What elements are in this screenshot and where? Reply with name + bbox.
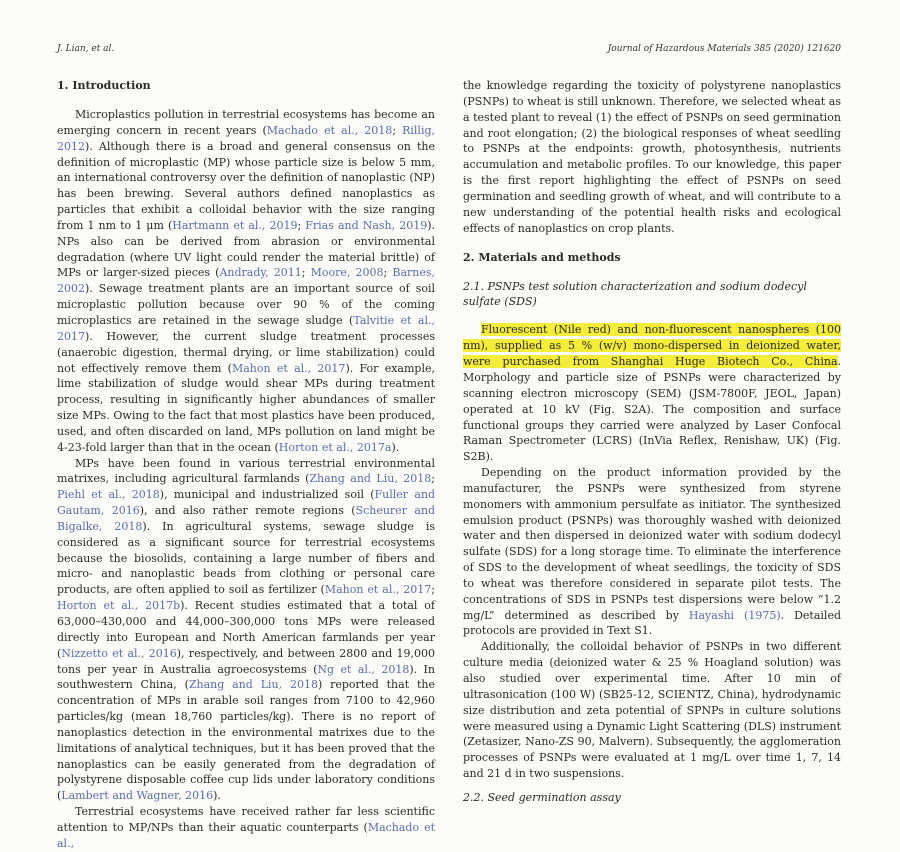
citation-link[interactable]: Zhang and Liu, 2018	[309, 472, 432, 486]
subsection-heading-2-2: 2.2. Seed germination assay	[463, 790, 621, 804]
citation-link[interactable]: Nizzetto et al., 2016	[61, 646, 177, 660]
journal-line: Journal of Hazardous Materials 385 (2020) 121620	[607, 44, 841, 54]
citation-link[interactable]: Frias and Nash, 2019	[305, 218, 428, 232]
highlighted-text: Fluorescent (Nile red) and non-fluorescent nanospheres (100 nm), supplied as 5 % (w/v) mono-dispersed in deionized water, were purchased from Shanghai Huge Biotech Co., China	[463, 323, 841, 369]
citation-link[interactable]: Machado et al., 2018	[266, 123, 393, 137]
section-heading-introduction: 1. Introduction	[57, 79, 151, 92]
citation-link[interactable]: Talvitie et al., 2017	[57, 313, 435, 343]
citation-link[interactable]: Zhang and Liu, 2018	[188, 678, 318, 692]
citation-link[interactable]: Scheurer and Bigalke, 2018	[57, 504, 435, 533]
left-column	[57, 78, 435, 852]
citation-link[interactable]: Barnes, 2002	[57, 266, 436, 296]
section-heading-methods: 2. Materials and methods	[463, 251, 621, 265]
running-head	[57, 44, 841, 54]
citation-link[interactable]: Andrady, 2011	[219, 266, 302, 280]
citation-link[interactable]: Moore, 2008	[310, 266, 384, 280]
right-column	[463, 78, 841, 818]
citation-link[interactable]: Machado et al.,	[57, 820, 435, 850]
citation-link[interactable]: Mahon et al., 2017	[324, 583, 432, 597]
methods-paragraph-1: Fluorescent (Nile red) and non-fluorescent nanospheres (100 nm), supplied as 5 % (w/v) mono-dispersed in deionized water, were purchased from Shanghai Huge Biotech Co., China. Morphology and particle size of PSNPs were characterized by scanning electron microscopy (SEM) (JSM-7800F, JEOL, Japan) operated at 10 kV (Fig. S2A). The composition and surface functional groups they carried were analyzed by Laser Confocal Raman Spectrometer (LCRS) (InVia Reflex, Renishaw, UK) (Fig. S2B).	[463, 323, 841, 464]
citation-link[interactable]: Horton et al., 2017a	[278, 440, 392, 454]
intro-paragraph-3: Terrestrial ecosystems have received rather far less scientific attention to MP/NPs than their aquatic counterparts (Machado et al.,	[57, 805, 435, 850]
citation-link[interactable]: Mahon et al., 2017	[231, 361, 346, 375]
intro-paragraph-continued: the knowledge regarding the toxicity of polystyrene nanoplastics (PSNPs) to wheat is still unknown. Therefore, we selected wheat as a tested plant to reveal (1) the effect of PSNPs on seed germination and root elongation; (2) the biological responses of wheat seedling to PSNPs at the endpoints: growth, photosynthesis, nutrients accumulation and metabolic profiles. To our knowledge, this paper is the first report highlighting the effect of PSNPs on seed germination and seedling growth of wheat, and will contribute to a new understanding of the potential health risks and ecological effects of nanoplastics on crop plants.	[463, 79, 841, 235]
intro-paragraph-2: MPs have been found in various terrestrial environmental matrixes, including agricultural farmlands (Zhang and Liu, 2018; Piehl et al., 2018), municipal and industrialized soil (Fuller and Gautam, 2016), and also rather remote regions (Scheurer and Bigalke, 2018). In agricultural systems, sewage sludge is considered as a significant source for terrestrial ecosystems because the biosolids, containing a large number of fibers and micro- and nanoplastic beads from clothing or personal care products, are often applied to soil as fertilizer (Mahon et al., 2017; Horton et al., 2017b). Recent studies estimated that a total of 63,000–430,000 and 44,000–300,000 tons MPs were released directly into European and North American farmlands per year (Nizzetto et al., 2016), respectively, and between 2800 and 19,000 tons per year in Australia agroecosystems (Ng et al., 2018). In southwestern China, (Zhang and Liu, 2018) reported that the concentration of MPs in arable soil ranges from 7100 to 42,960 particles/kg (mean 18,760 particles/kg). There is no report of nanoplastics detection in the environmental matrixes due to the limitations of analytical techniques, but it has been proved that the nanoplastics can be easily generated from the degradation of polystyrene disposable coffee cup lids under laboratory conditions (Lambert and Wagner, 2016).	[57, 456, 436, 803]
citation-link[interactable]: Lambert and Wagner, 2016	[61, 789, 214, 803]
citation-link[interactable]: Fuller and Gautam, 2016	[57, 488, 436, 518]
citation-link[interactable]: Hartmann et al., 2019	[172, 218, 298, 232]
methods-paragraph-2: Depending on the product information provided by the manufacturer, the PSNPs were synthesized from styrene monomers with ammonium persulfate as initiator. The synthesized emulsion product (PSNPs) was thoroughly washed with deionized water and then dispersed in deionized water with sodium dodecyl sulfate (SDS) for a long storage time. To eliminate the interference of SDS to the development of wheat seedlings, the toxicity of SDS to wheat was therefore considered in separate pilot tests. The concentrations of SDS in PSNPs test dispersions were below “1.2 mg/L” determined as described by Hayashi (1975). Detailed protocols are provided in Text S1.	[463, 466, 841, 638]
methods-paragraph-3: Additionally, the colloidal behavior of PSNPs in two different culture media (deionized water & 25 % Hoagland solution) was also studied over experimental time. After 10 min of ultrasonication (100 W) (SB25-12, SCIENTZ, China), hydrodynamic size distribution and zeta potential of SPNPs in culture solutions were measured using a Dynamic Light Scattering (DLS) instrument (Zetasizer, Nano-ZS 90, Malvern). Subsequently, the agglomeration processes of PSNPs were evaluated at 1 mg/L over time 1, 7, 14 and 21 d in two suspensions.	[463, 640, 841, 781]
subsection-heading-2-1: 2.1. PSNPs test solution characterization and sodium dodecyl sulfate (SDS)	[463, 280, 807, 309]
citation-link[interactable]: Ng et al., 2018	[317, 662, 410, 676]
citation-link[interactable]: Hayashi (1975)	[688, 608, 781, 622]
citation-link[interactable]: Rillig, 2012	[57, 123, 436, 153]
intro-paragraph-1: Microplastics pollution in terrestrial ecosystems has become an emerging concern in recent years (Machado et al., 2018; Rillig, 2012). Although there is a broad and general consensus on the definition of microplastic (MP) whose particle size is below 5 mm, an international controversy over the definition of nanoplastic (NP) has been brewing. Several authors defined nanoplastics as particles that exhibit a colloidal behavior with the size ranging from 1 nm to 1 μm (Hartmann et al., 2019; Frias and Nash, 2019). NPs also can be derived from abrasion or environmental degradation (where UV light could render the material brittle) of MPs or larger-sized pieces (Andrady, 2011; Moore, 2008; Barnes, 2002). Sewage treatment plants are an important source of soil microplastic pollution because over 90 % of the coming microplastics are retained in the sewage sludge (Talvitie et al., 2017). However, the current sludge treatment processes (anaerobic digestion, thermal drying, or lime stabilization) could not effectively remove them (Mahon et al., 2017). For example, lime stabilization of sludge would shear MPs during treatment process, resulting in significantly higher abundances of smaller size MPs. Owing to the fact that most plastics have been produced, used, and often discarded on land, MPs pollution on land might be 4-23-fold larger than that in the ocean (Horton et al., 2017a).	[57, 108, 436, 454]
citation-link[interactable]: Horton et al., 2017b	[57, 599, 181, 613]
author-line: J. Lian, et al.	[57, 44, 115, 54]
citation-link[interactable]: Piehl et al., 2018	[57, 488, 160, 502]
